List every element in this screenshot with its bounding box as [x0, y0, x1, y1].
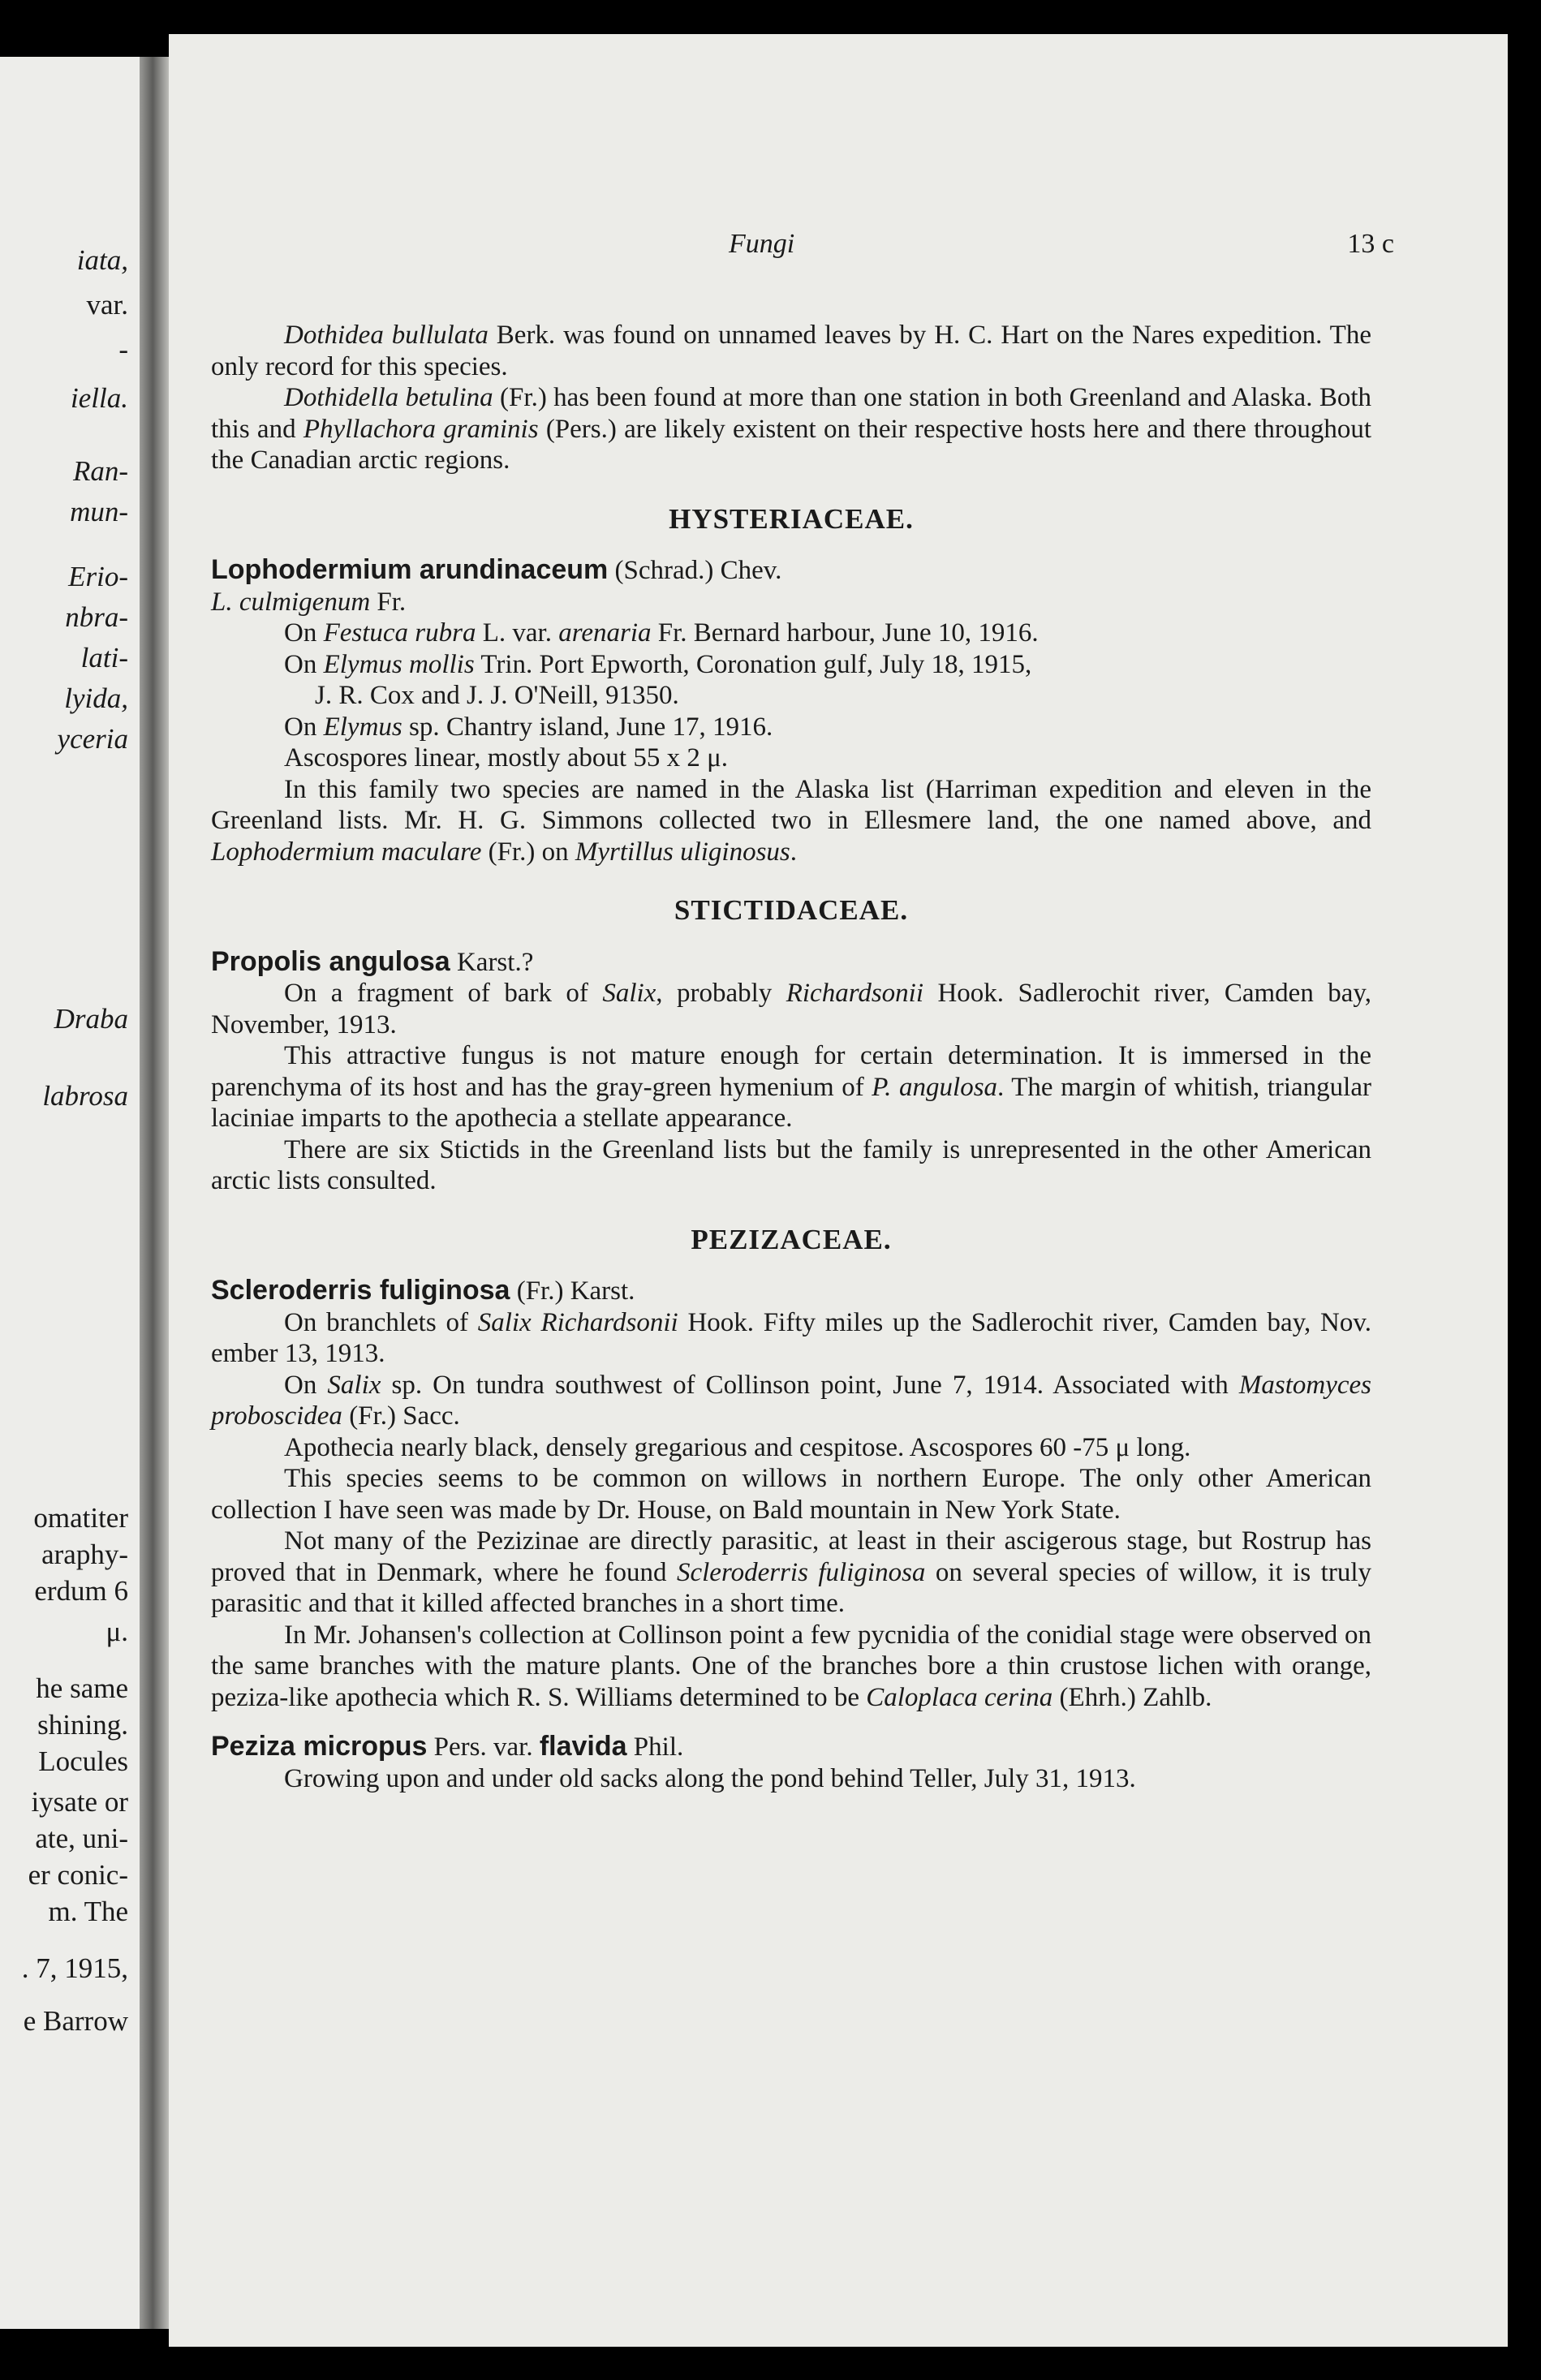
section-heading-pezizaceae: PEZIZACEAE. — [691, 1223, 892, 1255]
species-name: Dothidea bullulata — [284, 321, 489, 350]
section-heading-stictidaceae: STICTIDACEAE. — [674, 894, 909, 926]
facing-page-text-fragment: e Barrow — [23, 2005, 128, 2037]
facing-page-text-fragment: Draba — [54, 1003, 128, 1035]
paragraph: Apothecia nearly black, densely gregarious and cespitose. Ascospores 60 -75 μ long. — [284, 1432, 1191, 1462]
facing-page-text-fragment: mun- — [70, 496, 128, 527]
running-head — [169, 229, 1508, 269]
record-line: On a fragment of bark of Salix, probably Richardsonii Hook. Sadlerochit river, Camden bay, November, 1913. — [211, 979, 1372, 1039]
species-heading: Scleroderris fuliginosa (Fr.) Karst. — [211, 1275, 635, 1306]
facing-page-text-fragment: he same — [36, 1672, 128, 1704]
ascospore-note: Ascospores linear, mostly about 55 x 2 μ. — [284, 743, 729, 773]
species-heading: Propolis angulosa Karst.? — [211, 945, 534, 977]
facing-page-text-fragment: yceria — [57, 723, 128, 755]
paragraph-family-note: In this family two species are named in the Alaska list (Harriman expedition and eleven in the Greenland lists. Mr. H. G. Simmons collected two in Ellesmere land, the one named above, and Lophodermium maculare (Fr.) on Myrtillus uliginosus. — [211, 774, 1371, 867]
book-gutter — [140, 57, 169, 2329]
paragraph-dothidella: Dothidella betulina (Fr.) has been found at more than one station in both Greenland and Alaska. Both this and Phyllachora graminis (Pers.) are likely existent on their respective hosts here and there throughout the Canadian arctic regions. — [211, 383, 1371, 475]
paragraph: Not many of the Pezizinae are directly parasitic, at least in their ascigerous stage, but Rostrup has proved that in Denmark, where he found Scleroderris fuliginosa on several species of willow, it is truly parasitic and that it killed affected branches in a short time. — [211, 1526, 1371, 1618]
facing-page-text-fragment: m. The — [48, 1896, 128, 1927]
facing-page-fragment — [0, 57, 140, 2329]
facing-page-text-fragment: μ. — [105, 1616, 128, 1647]
page-body — [211, 320, 1371, 1794]
facing-page-text-fragment: omatiter — [33, 1502, 128, 1534]
section-heading-hysteriaceae: HYSTERIACEAE. — [669, 502, 914, 535]
record-line: On Elymus sp. Chantry island, June 17, 1916. — [284, 712, 773, 742]
facing-page-text-fragment: iella. — [71, 382, 128, 414]
species-name: Dothidella betulina — [284, 383, 493, 412]
facing-page-text-fragment: iata, — [76, 244, 128, 276]
running-head-title: Fungi — [729, 229, 795, 259]
facing-page-text-fragment: - — [118, 334, 128, 365]
species-name: Phyllachora graminis — [303, 414, 539, 444]
facing-page-text-fragment: Locules — [38, 1745, 128, 1777]
facing-page-text-fragment: Erio- — [68, 561, 128, 592]
paragraph: In Mr. Johansen's collection at Collinson point a few pycnidia of the conidial stage were observed on the same branches with the mature plants. One of the branches bore a thin crustose lichen with orange, peziza-like apothecia which R. S. Williams determined to be Caloplaca cerina (Ehrh.) Zahlb. — [211, 1620, 1371, 1712]
record-line: J. R. Cox and J. J. O'Neill, 91350. — [315, 681, 679, 710]
record-line: On Festuca rubra L. var. arenaria Fr. Bernard harbour, June 10, 1916. — [284, 618, 1039, 648]
species-heading: Peziza micropus Pers. var. flavida Phil. — [211, 1731, 684, 1762]
facing-page-text-fragment: araphy- — [41, 1539, 128, 1570]
paragraph: There are six Stictids in the Greenland lists but the family is unrepresented in the other American arctic lists consulted. — [211, 1134, 1371, 1195]
facing-page-text-fragment: iysate or — [31, 1786, 128, 1818]
paragraph: This attractive fungus is not mature enough for certain determination. It is immersed in the parenchyma of its host and has the gray-green hymenium of P. angulosa. The margin of whitish, triangular laciniae imparts to the apothecia a stellate appearance. — [211, 1041, 1371, 1133]
species-heading: Lophodermium arundinaceum (Schrad.) Chev. — [211, 554, 782, 585]
paragraph: This species seems to be common on willows in northern Europe. The only other American collection I have seen was made by Dr. House, on Bald mountain in New York State. — [211, 1464, 1371, 1525]
record-line: On Salix sp. On tundra southwest of Collinson point, June 7, 1914. Associated with Mastomyces proboscidea (Fr.) Sacc. — [211, 1370, 1371, 1431]
paragraph-dothidea: Dothidea bullulata Berk. was found on unnamed leaves by H. C. Hart on the Nares expedition. The only record for this species. — [211, 321, 1371, 381]
facing-page-text-fragment: . 7, 1915, — [21, 1952, 128, 1984]
facing-page-text-fragment: Ran- — [72, 455, 128, 487]
page-number: 13 c — [1347, 229, 1394, 259]
facing-page-text-fragment: ate, uni- — [35, 1823, 128, 1854]
record-line: On Elymus mollis Trin. Port Epworth, Coronation gulf, July 18, 1915, — [284, 649, 1032, 679]
facing-page-text-fragment: erdum 6 — [34, 1575, 128, 1607]
record-line: Growing upon and under old sacks along the pond behind Teller, July 31, 1913. — [284, 1763, 1136, 1793]
facing-page-text-fragment: er conic- — [28, 1859, 128, 1891]
record-line: On branchlets of Salix Richardsonii Hook. Fifty miles up the Sadlerochit river, Camden bay, Nov. ember 13, 1913. — [211, 1307, 1371, 1368]
facing-page-text-fragment: lati- — [80, 642, 128, 674]
facing-page-text-fragment: labrosa — [42, 1080, 128, 1112]
facing-page-text-fragment: lyida, — [64, 682, 128, 714]
facing-page-text-fragment: var. — [86, 289, 128, 321]
synonym: L. culmigenum Fr. — [211, 587, 407, 617]
book-page — [169, 34, 1508, 2347]
facing-page-text-fragment: nbra- — [65, 601, 128, 633]
facing-page-text-fragment: shining. — [37, 1709, 128, 1741]
